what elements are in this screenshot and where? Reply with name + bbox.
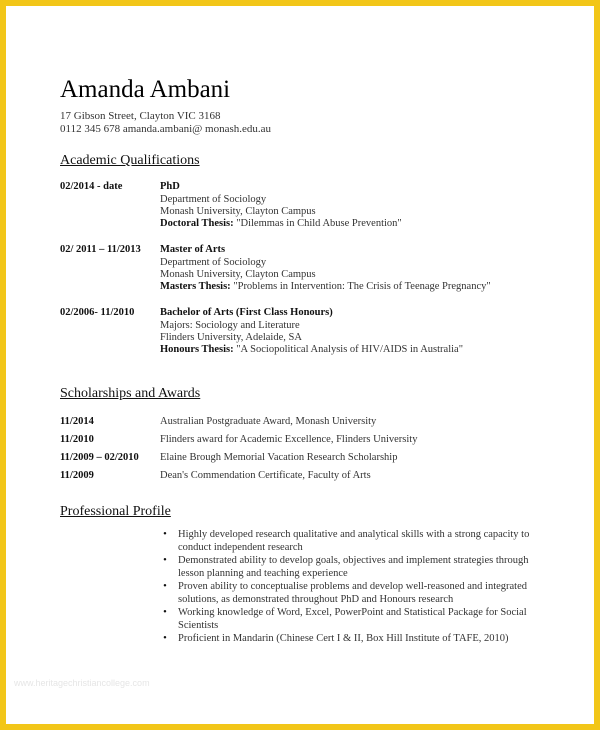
academic-entry-degree: Master of Arts [160,244,226,255]
list-item-text: Proficient in Mandarin (Chinese Cert I & II, Box Hill Institute of TAFE, 2010) [178,633,509,644]
academic-entry-line: Department of Sociology [160,257,267,268]
academic-entry-line: Flinders University, Adelaide, SA [160,332,302,343]
award-date: 11/2010 [60,434,94,445]
academic-entry-line: Majors: Sociology and Literature [160,320,300,331]
list-item-text: Working knowledge of Word, Excel, PowerPoint and Statistical Package for Social Scientists [178,607,527,631]
list-item-text: Demonstrated ability to develop goals, objectives and implement strategies through lesson planning and teaching experience [178,555,529,579]
academic-entry-thesis [160,217,402,230]
award-date: 11/2009 [60,470,94,481]
award-text: Elaine Brough Memorial Vacation Research Scholarship [160,452,398,463]
watermark: www.heritagechristiancollege.com [14,678,150,688]
bullet-icon: • [163,555,167,566]
list-item [160,606,550,632]
award-text: Flinders award for Academic Excellence, Flinders University [160,434,418,445]
academic-entry-line: Monash University, Clayton Campus [160,269,316,280]
thesis-label: Honours Thesis: [160,344,234,355]
address-line: 17 Gibson Street, Clayton VIC 3168 [60,110,221,122]
bullet-icon: • [163,633,167,644]
list-item [160,632,550,645]
thesis-text: "A Sociopolitical Analysis of HIV/AIDS in Australia" [233,344,463,355]
thesis-text: "Dilemmas in Child Abuse Prevention" [233,218,402,229]
academic-entry-thesis [160,343,463,356]
list-item [160,528,550,554]
academic-entry-date: 02/ 2011 – 11/2013 [60,244,141,255]
award-date: 11/2009 – 02/2010 [60,452,139,463]
thesis-text: "Problems in Intervention: The Crisis of Teenage Pregnancy" [230,281,491,292]
list-item-text: Highly developed research qualitative and analytical skills with a strong capacity to conduct independent research [178,529,530,553]
candidate-name: Amanda Ambani [60,76,231,103]
thesis-label: Masters Thesis: [160,281,231,292]
list-item-text: Proven ability to conceptualise problems and develop well-reasoned and integrated solutions, as demonstrated throughout PhD and Honours research [178,581,528,605]
academic-entry-degree: PhD [160,181,180,192]
bullet-icon: • [163,607,167,618]
bullet-icon: • [163,529,167,540]
bullet-icon: • [163,581,167,592]
award-date: 11/2014 [60,416,94,427]
academic-entry-date: 02/2006- 11/2010 [60,307,135,318]
section-title-awards: Scholarships and Awards [60,386,201,401]
academic-entry-thesis [160,280,491,293]
list-item [160,580,550,606]
thesis-label: Doctoral Thesis: [160,218,234,229]
award-text: Australian Postgraduate Award, Monash University [160,416,377,427]
academic-entry-date: 02/2014 - date [60,181,123,192]
academic-entry-line: Department of Sociology [160,194,267,205]
list-item [160,554,550,580]
academic-entry-line: Monash University, Clayton Campus [160,206,316,217]
contact-line: 0112 345 678 amanda.ambani@ monash.edu.au [60,123,272,135]
section-title-profile: Professional Profile [60,504,171,519]
award-text: Dean's Commendation Certificate, Faculty of Arts [160,470,371,481]
profile-list [160,528,550,645]
resume-page [6,6,594,724]
section-title-academic: Academic Qualifications [60,153,200,168]
academic-entry-degree: Bachelor of Arts (First Class Honours) [160,307,333,318]
